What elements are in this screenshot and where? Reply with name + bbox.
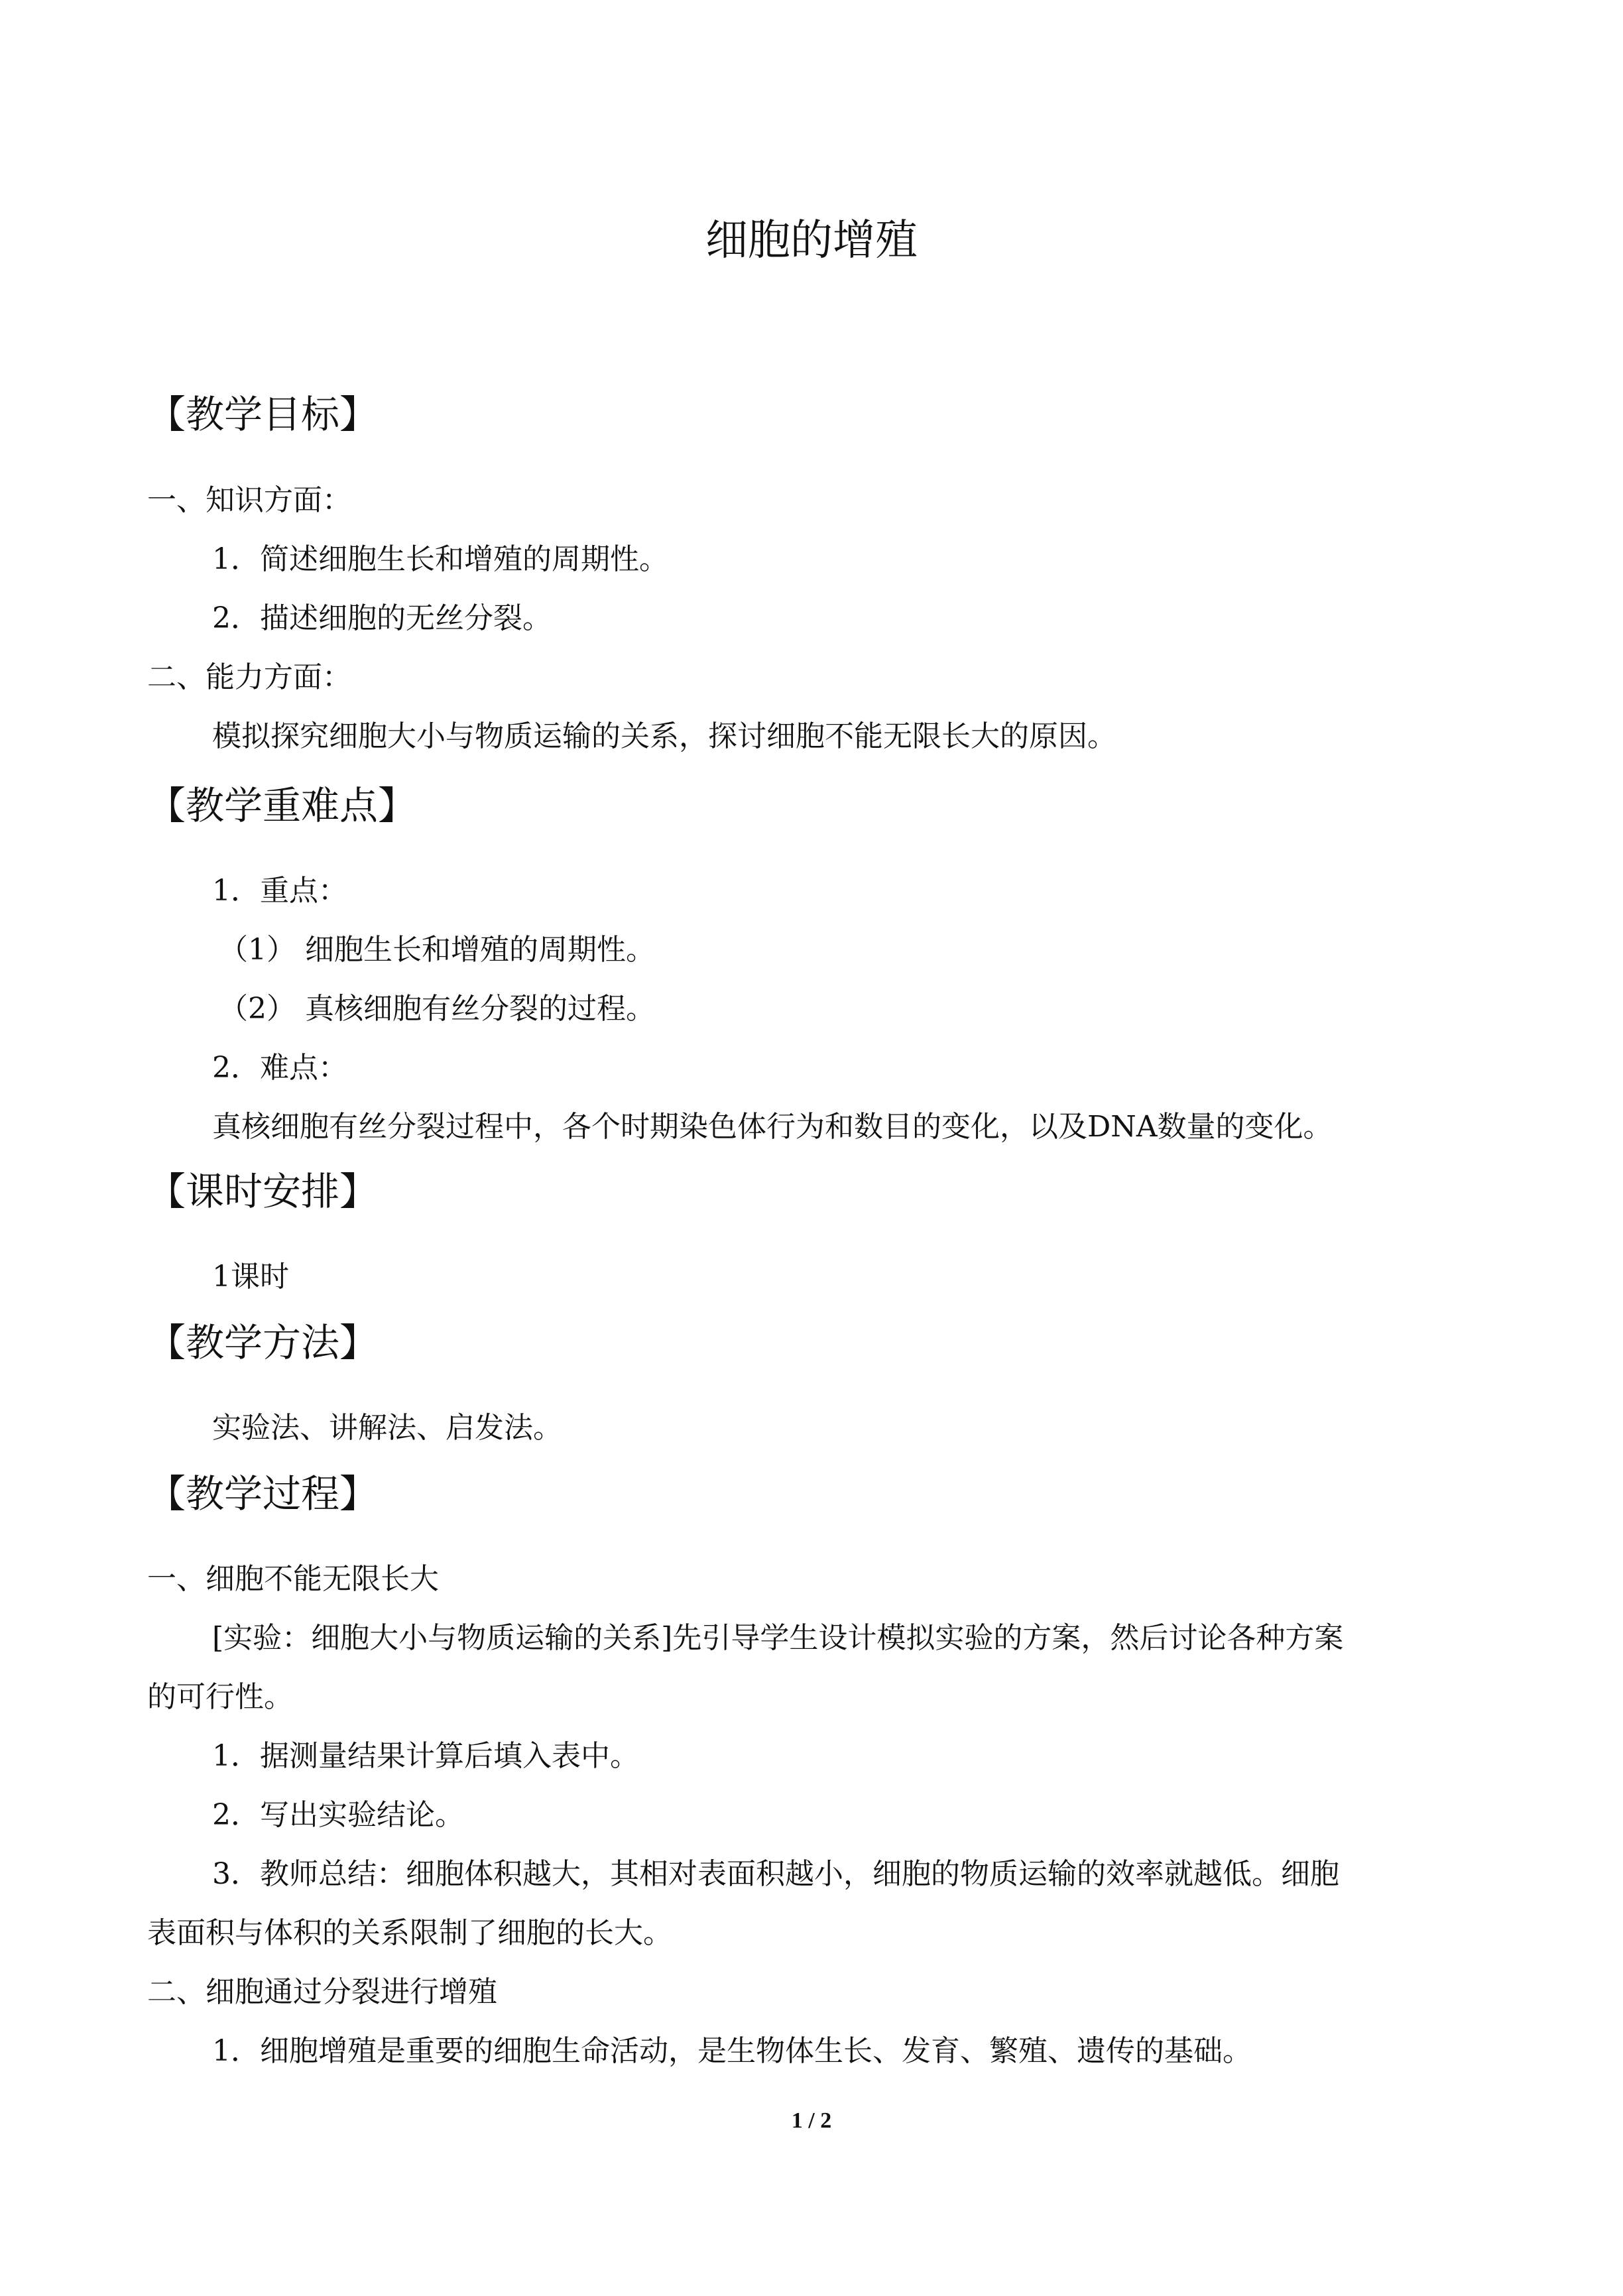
process-step-3-line-2: 表面积与体积的关系限制了细胞的长大。	[147, 1916, 672, 1950]
document-title: 细胞的增殖	[705, 216, 918, 265]
goal-item-2: 2．描述细胞的无丝分裂。	[212, 601, 552, 635]
experiment-paragraph-line-2: 的可行性。	[147, 1680, 293, 1714]
goal-item-1: 1．简述细胞生长和增殖的周期性。	[212, 542, 668, 576]
process-part-1-heading: 一、细胞不能无限长大	[147, 1562, 439, 1596]
section-heading-schedule: 【课时安排】	[147, 1169, 379, 1214]
section-heading-key-points: 【教学重难点】	[147, 783, 417, 828]
process-part-2-heading: 二、细胞通过分裂进行增殖	[147, 1975, 497, 2009]
difficult-point-heading: 2．难点：	[212, 1051, 347, 1085]
process-step-2: 2．写出实验结论。	[212, 1798, 464, 1832]
method-text: 实验法、讲解法、启发法。	[212, 1411, 562, 1445]
knowledge-aspect-heading: 一、知识方面：	[147, 483, 351, 517]
ability-aspect-heading: 二、能力方面：	[147, 660, 351, 694]
process-step-1: 1．据测量结果计算后填入表中。	[212, 1739, 639, 1773]
section-heading-process: 【教学过程】	[147, 1471, 379, 1516]
process-step-3-line-1: 3．教师总结：细胞体积越大，其相对表面积越小，细胞的物质运输的效率就越低。细胞	[212, 1857, 1339, 1891]
process-part-2-item-1: 1．细胞增殖是重要的细胞生命活动，是生物体生长、发育、繁殖、遗传的基础。	[212, 2034, 1252, 2068]
difficult-point-text: 真核细胞有丝分裂过程中，各个时期染色体行为和数目的变化，以及DNA数量的变化。	[212, 1110, 1333, 1144]
key-point-item-1: （1） 细胞生长和增殖的周期性。	[219, 933, 655, 967]
page-number: 1 / 2	[791, 2108, 832, 2133]
schedule-text: 1课时	[212, 1260, 289, 1294]
key-point-item-2: （2） 真核细胞有丝分裂的过程。	[219, 992, 655, 1026]
ability-aspect-text: 模拟探究细胞大小与物质运输的关系，探讨细胞不能无限长大的原因。	[212, 719, 1116, 753]
section-heading-teaching-goals: 【教学目标】	[147, 392, 379, 437]
section-heading-method: 【教学方法】	[147, 1320, 379, 1365]
key-point-heading: 1．重点：	[212, 874, 347, 908]
experiment-paragraph-line-1: [实验：细胞大小与物质运输的关系]先引导学生设计模拟实验的方案，然后讨论各种方案	[212, 1621, 1344, 1655]
